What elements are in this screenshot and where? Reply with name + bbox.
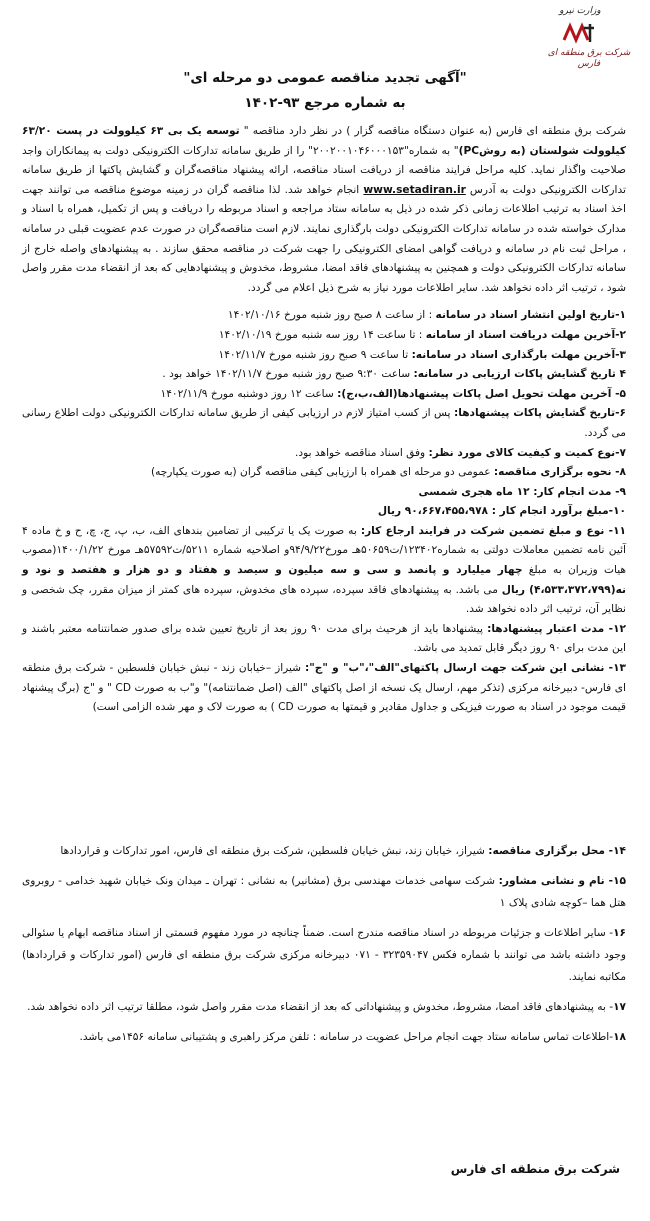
list-item: ۶-تاریخ گشایش پاکات پیشنهادها: پس از کسب امتیاز لازم در ارزیابی کیفی از طریق سامانه تدارکات الکترونیکی دولت اطلاع رسانی می گردد. xyxy=(22,407,626,439)
list-item: ۱۰-مبلغ برآورد انجام کار : ۹۰،۶۶۷،۴۵۵،۹۷۸ ریال xyxy=(377,505,626,518)
announcement-body-lower xyxy=(22,840,626,1056)
logo-company-text: شرکت برق منطقه ای فارس xyxy=(547,48,631,69)
list-item: ۱۲- مدت اعتبار پیشنهادها: پیشنهادها باید از هرحیث برای مدت ۹۰ روز بعد از تاریخ تعیین شده برای صدور ضمانتنامه معتبر باشند و این مدت برای ۹۰ روز دیگر قابل تمدید می باشد. xyxy=(22,622,626,655)
logo-mark-icon xyxy=(560,20,600,46)
setadiran-link[interactable]: www.setadiran.ir xyxy=(363,183,466,196)
list-item: ۹- مدت انجام کار: ۱۲ ماه هجری شمسی xyxy=(418,485,626,498)
reference-number: به شماره مرجع ۹۳-۱۴۰۲ xyxy=(244,95,406,111)
page-title: "آگهی تجدید مناقصه عمومی دو مرحله ای" xyxy=(183,70,467,86)
list-item: ۱۵- نام و نشانی مشاور: شرکت سهامی خدمات مهندسی برق (مشانیر) به نشانی : تهران ـ میدان ونک خیابان شهید خدامی - روبروی هتل هما –کوچه شادی پلاک ۱ xyxy=(22,875,626,909)
signature: شرکت برق منطقه ای فارس xyxy=(450,1162,620,1176)
list-item: ۱۳- نشانی این شرکت جهت ارسال پاکتهای"الف"،"ب" و "ج": شیراز –خیابان زند - نبش خیابان فلسطین - شرکت برق منطقه ای فارس- دبیرخانه مرکزی (تذکر مهم، ارسال یک نسخه از اصل پاکتهای "الف (اصل ضمانتنامه)" و"ب به صورت CD " و "ج (برگ پیشنهاد قیمت موجود در اسناد به صورت فیزیکی و جداول مقادیر و قیمتها به صورت CD ) به صورت لاک و مهر شده الزامی است) xyxy=(22,662,626,714)
list-item: ۱-تاریخ اولین انتشار اسناد در سامانه : از ساعت ۸ صبح روز شنبه مورخ ۱۴۰۲/۱۰/۱۶ xyxy=(227,309,626,322)
list-item: ۱۱- نوع و مبلغ تضمین شرکت در فرایند ارجاع کار: به صورت یک یا ترکیبی از تضامین بندهای الف، ب، پ، ج، چ، ح و خ ماده ۴ آئین نامه تضمین معاملات دولتی به شماره۱۲۳۴۰۲/ت۵۰۶۵۹هـ مورخ۹۴/۹/۲۲و اصلاحیه شماره ۵۲۱۱/ت۵۷۵۹۲هـ مورخ ۱۴۰۰/۱/۲۲(مصوب هیات وزیران به مبلغ چهار میلیارد و پانصد و سی و سه میلیون و سیصد و هفتاد و دو هزار و هفتصد و نود و نه(۴،۵۳۳،۳۷۲،۷۹۹) ریال می باشد. به پیشنهادهای فاقد سپرده، سپرده های مخدوش، سپرده های کمتر از میزان مقرر، چک شخصی و نظایر آن، ترتیب اثر داده نخواهد شد. xyxy=(22,524,626,616)
list-item: ۴ تاریخ گشایش پاکات ارزیابی در سامانه: ساعت ۹:۳۰ صبح روز شنبه مورخ ۱۴۰۲/۱۱/۷ خواهد بود . xyxy=(162,368,626,381)
list-item: ۱۶- سایر اطلاعات و جزئیات مربوطه در اسناد مناقصه مندرج است. ضمناً چنانچه در مورد مفهوم قسمتی از اسناد مناقصه ابهام یا سئوالی وجود داشته باشد می توانند با شماره فکس ۳۲۳۵۹۰۴۷ - ۰۷۱ دبیرخانه مرکزی شرکت برق منطقه ای فارس (امور تدارکات و قراردادها) مکاتبه نمایند. xyxy=(22,927,627,983)
list-item: ۱۴- محل برگزاری مناقصه: شیراز، خیابان زند، نبش خیابان فلسطین، شرکت برق منطقه ای فارس، امور تدارکات و قراردادها xyxy=(60,845,626,857)
ministry-label: وزارت نیرو xyxy=(559,6,601,16)
list-item: ۳-آخرین مهلت بارگذاری اسناد در سامانه: تا ساعت ۹ صبح روز شنبه مورخ ۱۴۰۲/۱۱/۷ xyxy=(218,348,626,361)
list-item: ۵- آخرین مهلت تحویل اصل پاکات پیشنهادها(الف،ب،ج): ساعت ۱۲ روز دوشنبه مورخ ۱۴۰۲/۱۱/۹ xyxy=(160,387,626,400)
announcement-body xyxy=(22,122,626,718)
list-item: ۷-نوع کمیت و کیفیت کالای مورد نظر: وفق اسناد مناقصه خواهد بود. xyxy=(295,446,626,459)
list-item: ۱۸-اطلاعات تماس سامانه ستاد جهت انجام مراحل عضویت در سامانه : تلفن مرکز راهبری و پشتیبانی سامانه ۱۴۵۶می باشد. xyxy=(79,1031,626,1043)
list-item: ۲-آخرین مهلت دریافت اسناد از سامانه : تا ساعت ۱۴ روز سه شنبه مورخ ۱۴۰۲/۱۰/۱۹ xyxy=(218,328,626,341)
intro-paragraph: شرکت برق منطقه ای فارس (به عنوان دستگاه مناقصه گزار ) در نظر دارد مناقصه " توسعه یک بی ۶۳ کیلوولت در پست ۶۳/۲۰ کیلوولت شولستان (به روشPC)" به شماره"۲۰۰۲۰۰۱۰۴۶۰۰۰۱۵۳" را از طریق سامانه تدارکات الکترونیکی دولت به پیمانکاران واجد صلاحیت واگذار نماید. کلیه مراحل فرایند مناقصه از دریافت اسناد مناقصه، ارائه پیشنهاد مناقصه‌گران و گشایش پاکتها از طریق سامانه تدارکات الکترونیکی دولت به آدرس www.setadiran.ir انجام خواهد شد. لذا مناقصه گران در زمینه موضوع مناقصه می توانند جهت اخذ اسناد به ترتیب اطلاعات زمانی ذکر شده در ذیل به سامانه ستاد مراجعه و اسناد مربوطه را دریافت و پس از تکمیل، همراه با اسناد و مدارک خواسته شده در سامانه تدارکات الکترونیکی دولت بارگذاری نمایند. لازم است مناقصه‌گران در صورت عدم عضویت قبلی در سامانه ، مراحل ثبت نام در سامانه و دریافت گواهی امضای الکترونیکی را جهت شرکت در مناقصه محقق سازند . به پیشنهادهای واصله خارج از سامانه تدارکات الکترونیکی دولت و همچنین به پیشنهادهای فاقد امضا، مشروط، مخدوش و پیشنهادهایی که بعد از انقضاء مدت مقرر واصل شود ، ترتیب اثر داده نخواهد شد. سایر اطلاعات مورد نیاز به شرح ذیل اعلام می گردد. xyxy=(22,125,626,294)
project-name: توسعه یک بی ۶۳ کیلوولت در پست ۶۳/۲۰ کیلوولت شولستان (به روشPC) xyxy=(22,125,626,157)
list-item: ۸- نحوه برگزاری مناقصه: عمومی دو مرحله ای همراه با ارزیابی کیفی مناقصه گران (به صورت یکپارچه) xyxy=(150,466,626,479)
list-item: ۱۷- به پیشنهادهای فاقد امضا، مشروط، مخدوش و پیشنهاداتی که بعد از انقضاء مدت مقرر واصل شود، مطلقا ترتیب اثر داده نخواهد شد. xyxy=(27,1001,626,1013)
